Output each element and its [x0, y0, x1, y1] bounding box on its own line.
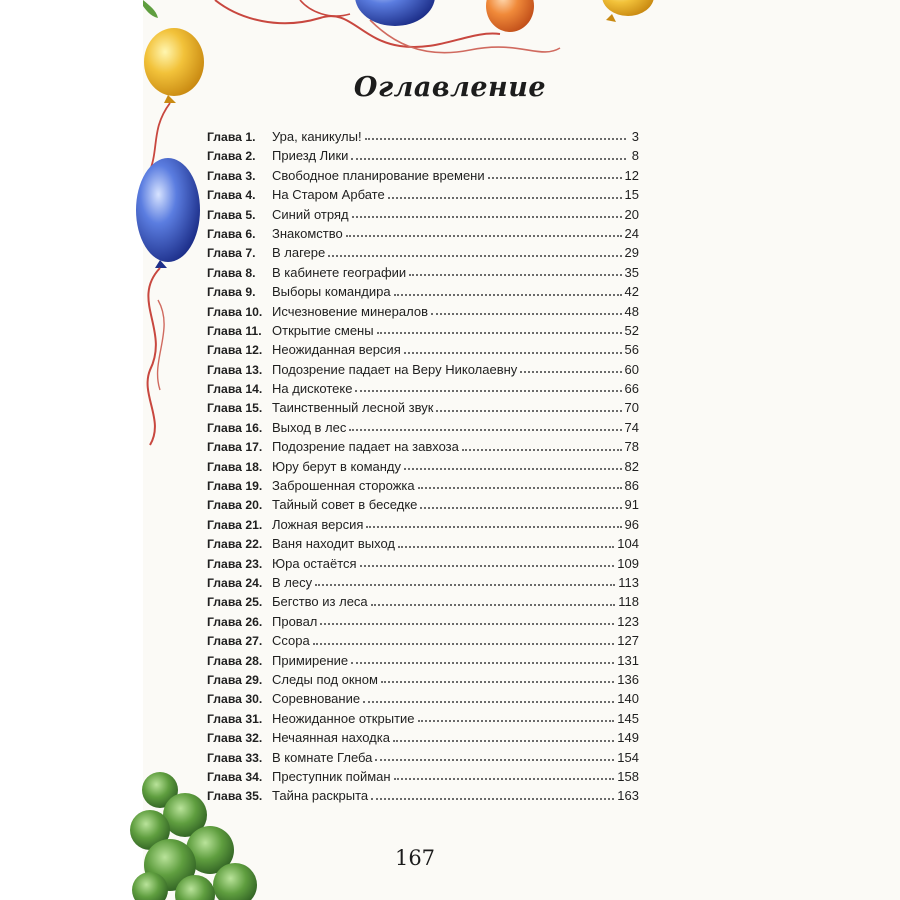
- chapter-page: 20: [624, 206, 639, 222]
- chapter-title: Знакомство: [272, 225, 343, 241]
- chapter-label: Глава 9.: [207, 285, 256, 300]
- dot-leader: [352, 215, 622, 218]
- chapter-page: 35: [624, 264, 639, 280]
- dot-leader: [393, 739, 614, 742]
- chapter-title: Ура, каникулы!: [272, 129, 362, 144]
- dot-leader: [371, 603, 616, 606]
- dot-leader: [365, 137, 626, 140]
- dot-leader: [418, 719, 615, 722]
- dot-leader: [351, 157, 626, 160]
- page-margin: [0, 0, 143, 900]
- chapter-page: 158: [617, 768, 639, 784]
- chapter-label: Глава 8.: [207, 265, 256, 280]
- chapter-title: В кабинете географии: [272, 264, 407, 280]
- chapter-label: Глава 16.: [207, 420, 263, 435]
- chapter-page: 82: [624, 458, 639, 474]
- toc-row: [207, 265, 639, 284]
- chapter-label: Глава 21.: [207, 517, 263, 532]
- chapter-label: Глава 24.: [207, 575, 263, 590]
- dot-leader: [363, 700, 614, 703]
- dot-leader: [360, 564, 615, 567]
- dot-leader: [381, 680, 614, 683]
- dot-leader: [315, 583, 615, 586]
- toc-row: [207, 711, 639, 730]
- chapter-label: Глава 7.: [207, 246, 256, 261]
- chapter-label: Глава 11.: [207, 323, 262, 338]
- chapter-label: Глава 14.: [207, 382, 263, 397]
- toc-row: [207, 691, 639, 710]
- chapter-page: 66: [624, 381, 639, 397]
- chapter-label: Глава 10.: [207, 304, 263, 319]
- dot-leader: [366, 525, 621, 528]
- chapter-label: Глава 5.: [207, 207, 256, 222]
- chapter-title: Таинственный лесной звук: [272, 400, 434, 416]
- chapter-label: Глава 2.: [207, 149, 256, 164]
- toc-row: [207, 556, 639, 575]
- toc-row: [207, 575, 639, 594]
- toc-row: [207, 148, 639, 167]
- chapter-title: Неожиданное открытие: [272, 710, 415, 726]
- chapter-page: 113: [618, 574, 639, 590]
- dot-leader: [398, 545, 614, 548]
- chapter-page: 12: [624, 167, 639, 183]
- chapter-page: 163: [617, 788, 639, 804]
- toc-row: [207, 226, 639, 245]
- chapter-page: 91: [624, 497, 639, 513]
- chapter-title: Соревнование: [272, 691, 361, 707]
- chapter-page: 78: [624, 439, 639, 455]
- chapter-page: 15: [624, 187, 639, 203]
- chapter-label: Глава 27.: [207, 634, 263, 649]
- dot-leader: [349, 428, 621, 431]
- chapter-page: 8: [631, 148, 639, 164]
- chapter-label: Глава 25.: [207, 595, 263, 610]
- chapter-page: 154: [617, 749, 639, 765]
- chapter-title: Преступник пойман: [272, 768, 391, 784]
- toc-row: [207, 517, 639, 536]
- chapter-title: Синий отряд: [272, 206, 349, 222]
- chapter-page: 104: [617, 536, 639, 552]
- toc-row: [207, 420, 639, 439]
- chapter-title: Подозрение падает на Веру Николаевну: [272, 361, 518, 377]
- chapter-title: Приезд Лики: [272, 148, 349, 164]
- chapter-title: Нечаянная находка: [272, 730, 390, 746]
- dot-leader: [394, 293, 622, 296]
- toc-row: [207, 400, 639, 419]
- chapter-title: Заброшенная сторожка: [272, 478, 415, 494]
- chapter-label: Глава 6.: [207, 226, 256, 241]
- dot-leader: [375, 758, 614, 761]
- chapter-page: 60: [624, 361, 639, 377]
- chapter-page: 70: [624, 400, 639, 416]
- chapter-page: 118: [618, 594, 639, 610]
- chapter-label: Глава 30.: [207, 692, 263, 707]
- dot-leader: [377, 331, 622, 334]
- chapter-page: 136: [617, 671, 639, 687]
- toc-row: [207, 788, 639, 807]
- chapter-title: Неожиданная версия: [272, 342, 401, 358]
- chapter-page: 131: [617, 652, 639, 668]
- toc-row: [207, 730, 639, 749]
- chapter-title: Следы под окном: [272, 671, 378, 687]
- dot-leader: [520, 370, 621, 373]
- chapter-label: Глава 1.: [207, 130, 256, 144]
- dot-leader: [346, 234, 622, 237]
- chapter-title: Свободное планирование времени: [272, 167, 485, 183]
- dot-leader: [328, 254, 621, 257]
- dot-leader: [371, 797, 614, 800]
- chapter-title: Бегство из леса: [272, 594, 368, 610]
- chapter-label: Глава 19.: [207, 479, 263, 494]
- chapter-title: Юра остаётся: [272, 555, 357, 571]
- chapter-title: Провал: [272, 613, 318, 629]
- chapter-page: 42: [624, 284, 639, 300]
- toc-row: [207, 750, 639, 769]
- table-of-contents: [207, 129, 639, 808]
- toc-row: [207, 187, 639, 206]
- dot-leader: [420, 506, 621, 509]
- chapter-title: В комнате Глеба: [272, 749, 373, 765]
- dot-leader: [431, 312, 622, 315]
- chapter-label: Глава 35.: [207, 789, 263, 804]
- chapter-label: Глава 12.: [207, 343, 263, 358]
- dot-leader: [404, 351, 622, 354]
- toc-row: [207, 459, 639, 478]
- chapter-title: Подозрение падает на завхоза: [272, 439, 459, 455]
- chapter-label: Глава 22.: [207, 537, 263, 552]
- chapter-page: 3: [631, 129, 639, 144]
- dot-leader: [409, 273, 621, 276]
- chapter-label: Глава 33.: [207, 750, 263, 765]
- toc-row: [207, 304, 639, 323]
- dot-leader: [351, 661, 614, 664]
- chapter-page: 56: [624, 342, 639, 358]
- toc-row: [207, 284, 639, 303]
- toc-row: [207, 594, 639, 613]
- chapter-label: Глава 34.: [207, 769, 263, 784]
- chapter-page: 86: [624, 478, 639, 494]
- toc-row: [207, 497, 639, 516]
- chapter-label: Глава 4.: [207, 188, 256, 203]
- chapter-title: На Старом Арбате: [272, 187, 385, 203]
- chapter-label: Глава 32.: [207, 731, 263, 746]
- toc-row: [207, 439, 639, 458]
- chapter-title: Ссора: [272, 633, 310, 649]
- dot-leader: [488, 176, 622, 179]
- toc-row: [207, 168, 639, 187]
- chapter-page: 52: [624, 322, 639, 338]
- chapter-title: Примирение: [272, 652, 349, 668]
- dot-leader: [313, 642, 615, 645]
- chapter-title: Исчезновение минералов: [272, 303, 428, 319]
- chapter-title: Ваня находит выход: [272, 536, 395, 552]
- toc-row: [207, 536, 639, 555]
- chapter-page: 29: [624, 245, 639, 261]
- dot-leader: [394, 777, 615, 780]
- chapter-title: На дискотеке: [272, 381, 353, 397]
- chapter-title: Тайный совет в беседке: [272, 497, 418, 513]
- dot-leader: [355, 389, 621, 392]
- chapter-page: 145: [617, 710, 639, 726]
- chapter-title: В лесу: [272, 574, 313, 590]
- toc-row: [207, 672, 639, 691]
- dot-leader: [462, 448, 622, 451]
- chapter-page: 127: [617, 633, 639, 649]
- chapter-title: Открытие смены: [272, 322, 374, 338]
- dot-leader: [418, 486, 622, 489]
- page-title: Оглавление: [353, 72, 547, 103]
- chapter-label: Глава 3.: [207, 168, 256, 183]
- chapter-page: 24: [624, 225, 639, 241]
- toc-row: [207, 633, 639, 652]
- page-number: 167: [394, 846, 436, 870]
- chapter-label: Глава 29.: [207, 672, 263, 687]
- chapter-page: 48: [624, 303, 639, 319]
- chapter-label: Глава 23.: [207, 556, 263, 571]
- chapter-page: 74: [624, 419, 639, 435]
- chapter-label: Глава 17.: [207, 440, 263, 455]
- chapter-page: 123: [617, 613, 639, 629]
- toc-row: [207, 614, 639, 633]
- toc-row: [207, 245, 639, 264]
- chapter-label: Глава 20.: [207, 498, 263, 513]
- toc-row: [207, 769, 639, 788]
- chapter-page: 96: [624, 516, 639, 532]
- dot-leader: [404, 467, 622, 470]
- chapter-title: Ложная версия: [272, 516, 364, 532]
- chapter-page: 149: [617, 730, 639, 746]
- chapter-page: 140: [617, 691, 639, 707]
- chapter-label: Глава 13.: [207, 362, 263, 377]
- dot-leader: [436, 409, 621, 412]
- toc-row: [207, 129, 639, 148]
- toc-row: [207, 653, 639, 672]
- chapter-title: Тайна раскрыта: [272, 788, 369, 804]
- chapter-label: Глава 15.: [207, 401, 263, 416]
- chapter-label: Глава 31.: [207, 711, 263, 726]
- chapter-page: 109: [617, 555, 639, 571]
- toc-row: [207, 342, 639, 361]
- chapter-label: Глава 18.: [207, 459, 263, 474]
- chapter-title: Юру берут в команду: [272, 458, 402, 474]
- dot-leader: [320, 622, 614, 625]
- chapter-title: Выборы командира: [272, 284, 391, 300]
- toc-row: [207, 207, 639, 226]
- toc-row: [207, 478, 639, 497]
- dot-leader: [388, 196, 622, 199]
- toc-row: [207, 362, 639, 381]
- chapter-title: В лагере: [272, 245, 326, 261]
- toc-row: [207, 323, 639, 342]
- toc-row: [207, 381, 639, 400]
- chapter-title: Выход в лес: [272, 419, 347, 435]
- chapter-label: Глава 28.: [207, 653, 263, 668]
- chapter-label: Глава 26.: [207, 614, 263, 629]
